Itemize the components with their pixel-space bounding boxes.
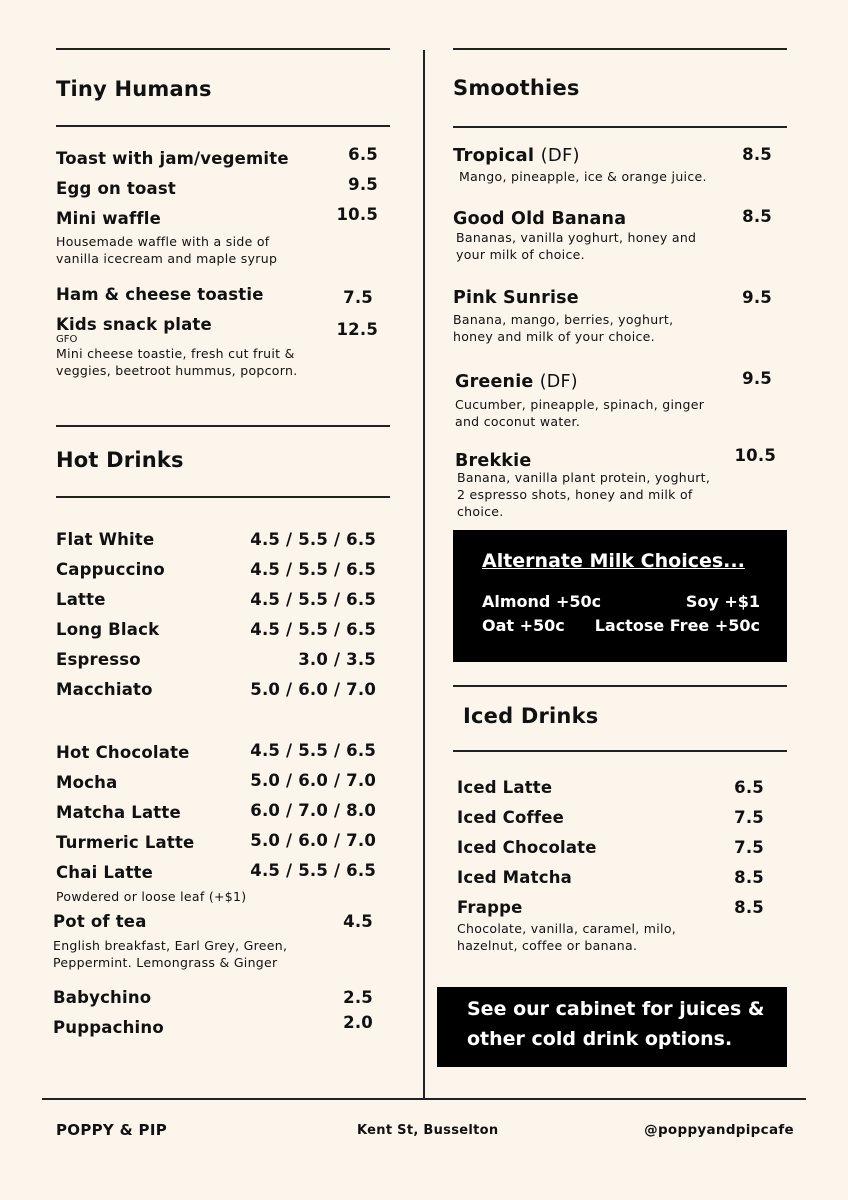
item-description: vanilla icecream and maple syrup xyxy=(56,251,278,266)
item-name-text: Greenie xyxy=(455,372,534,392)
item-price: 4.5 / 5.5 / 6.5 xyxy=(250,741,376,760)
item-name: Matcha Latte xyxy=(56,803,181,822)
milk-option-lactose-free: Lactose Free +50c xyxy=(594,616,760,635)
item-description: Chocolate, vanilla, caramel, milo, xyxy=(457,921,677,936)
item-description: English breakfast, Earl Grey, Green, xyxy=(53,938,288,953)
item-description: 2 espresso shots, honey and milk of xyxy=(457,487,693,502)
dairy-free-tag: (DF) xyxy=(539,372,578,392)
item-price: 6.5 xyxy=(734,778,764,797)
rule-right-top xyxy=(453,48,787,50)
item-price: 4.5 / 5.5 / 6.5 xyxy=(250,620,376,639)
item-price: 12.5 xyxy=(336,320,378,339)
item-name: Espresso xyxy=(56,650,141,669)
item-price: 6.0 / 7.0 / 8.0 xyxy=(250,801,376,820)
rule-left-tiny-under xyxy=(56,125,390,127)
cabinet-notice-line: See our cabinet for juices & xyxy=(467,998,765,1020)
item-name: Mocha xyxy=(56,773,118,792)
item-description: Housemade waffle with a side of xyxy=(56,234,270,249)
section-title-hot-drinks: Hot Drinks xyxy=(56,448,184,472)
item-description: Mini cheese toastie, fresh cut fruit & xyxy=(56,346,295,361)
item-name: Iced Latte xyxy=(457,778,553,797)
item-price: 10.5 xyxy=(734,446,776,465)
item-description: and coconut water. xyxy=(455,414,581,429)
footer-brand: POPPY & PIP xyxy=(56,1121,167,1139)
item-price: 6.5 xyxy=(348,145,378,164)
item-name: Cappuccino xyxy=(56,560,165,579)
item-name: Iced Coffee xyxy=(457,808,565,827)
item-name: Iced Matcha xyxy=(457,868,572,887)
item-name-text: Tropical xyxy=(453,145,535,166)
item-price: 7.5 xyxy=(343,288,373,307)
item-name: Good Old Banana xyxy=(453,209,627,229)
item-name: Long Black xyxy=(56,620,160,639)
milk-box-title: Alternate Milk Choices... xyxy=(482,550,745,572)
cabinet-notice-line: other cold drink options. xyxy=(467,1028,733,1050)
item-name: Puppachino xyxy=(53,1018,164,1037)
item-description: hazelnut, coffee or banana. xyxy=(457,938,638,953)
item-name: Hot Chocolate xyxy=(56,743,190,762)
item-name: Brekkie xyxy=(455,451,532,471)
footer-social-handle: @poppyandpipcafe xyxy=(644,1122,794,1138)
item-price: 9.5 xyxy=(742,288,772,307)
section-title-tiny-humans: Tiny Humans xyxy=(56,77,212,101)
item-price: 9.5 xyxy=(742,369,772,388)
dairy-free-tag: (DF) xyxy=(540,145,580,166)
footer-address: Kent St, Busselton xyxy=(357,1123,499,1138)
item-price: 8.5 xyxy=(742,145,772,164)
item-name: Macchiato xyxy=(56,680,153,699)
item-name: Kids snack plate xyxy=(56,315,212,334)
item-name xyxy=(453,145,580,166)
item-price: 5.0 / 6.0 / 7.0 xyxy=(250,680,376,699)
item-name: Egg on toast xyxy=(56,179,176,198)
item-price: 2.5 xyxy=(343,988,373,1007)
item-price: 8.5 xyxy=(734,868,764,887)
rule-left-top xyxy=(56,48,390,50)
item-name: Latte xyxy=(56,590,106,609)
item-description: your milk of choice. xyxy=(456,247,585,262)
item-price: 4.5 / 5.5 / 6.5 xyxy=(250,861,376,880)
item-tag-gfo: GFO xyxy=(56,334,78,345)
item-description: Bananas, vanilla yoghurt, honey and xyxy=(456,230,697,245)
item-price: 7.5 xyxy=(734,838,764,857)
item-name: Frappe xyxy=(457,898,523,917)
item-price: 9.5 xyxy=(348,175,378,194)
item-name: Mini waffle xyxy=(56,209,162,228)
item-price: 4.5 xyxy=(343,912,373,931)
item-description: Mango, pineapple, ice & orange juice. xyxy=(459,169,707,184)
item-price: 7.5 xyxy=(734,808,764,827)
item-description: choice. xyxy=(457,504,504,519)
milk-option-soy: Soy +$1 xyxy=(685,592,760,611)
item-description: veggies, beetroot hummus, popcorn. xyxy=(56,363,298,378)
section-title-smoothies: Smoothies xyxy=(453,76,580,100)
item-name xyxy=(455,372,578,392)
item-name: Pink Sunrise xyxy=(453,288,579,308)
item-price: 5.0 / 6.0 / 7.0 xyxy=(250,831,376,850)
item-description: Banana, mango, berries, yoghurt, xyxy=(453,312,674,327)
item-description: Banana, vanilla plant protein, yoghurt, xyxy=(457,470,711,485)
item-name: Pot of tea xyxy=(53,912,147,931)
rule-right-iced-over xyxy=(453,685,787,687)
item-price: 5.0 / 6.0 / 7.0 xyxy=(250,771,376,790)
item-price: 4.5 / 5.5 / 6.5 xyxy=(250,560,376,579)
milk-option-almond: Almond +50c xyxy=(482,592,602,611)
item-description: Powdered or loose leaf (+$1) xyxy=(56,889,247,904)
item-description: honey and milk of your choice. xyxy=(453,329,655,344)
item-name: Chai Latte xyxy=(56,863,154,882)
section-title-iced-drinks: Iced Drinks xyxy=(463,704,599,728)
item-name: Ham & cheese toastie xyxy=(56,285,264,304)
item-price: 4.5 / 5.5 / 6.5 xyxy=(250,590,376,609)
center-divider xyxy=(423,50,425,1098)
cabinet-notice-box xyxy=(437,987,787,1067)
rule-left-hot-over xyxy=(56,425,390,427)
item-name: Flat White xyxy=(56,530,155,549)
alternate-milk-box xyxy=(453,530,787,662)
item-price: 8.5 xyxy=(734,898,764,917)
item-name: Iced Chocolate xyxy=(457,838,597,857)
item-price: 4.5 / 5.5 / 6.5 xyxy=(250,530,376,549)
item-price: 8.5 xyxy=(742,207,772,226)
item-name: Babychino xyxy=(53,988,152,1007)
rule-right-iced-under xyxy=(453,750,787,752)
milk-option-oat: Oat +50c xyxy=(482,616,565,635)
item-price: 2.0 xyxy=(343,1013,373,1032)
item-price: 3.0 / 3.5 xyxy=(298,650,376,669)
rule-left-hot-under xyxy=(56,496,390,498)
rule-footer xyxy=(42,1098,806,1100)
rule-right-smoothies-under xyxy=(453,126,787,128)
item-description: Peppermint. Lemongrass & Ginger xyxy=(53,955,278,970)
item-name: Turmeric Latte xyxy=(56,833,195,852)
item-name: Toast with jam/vegemite xyxy=(56,149,289,168)
item-description: Cucumber, pineapple, spinach, ginger xyxy=(455,397,705,412)
item-price: 10.5 xyxy=(336,205,378,224)
